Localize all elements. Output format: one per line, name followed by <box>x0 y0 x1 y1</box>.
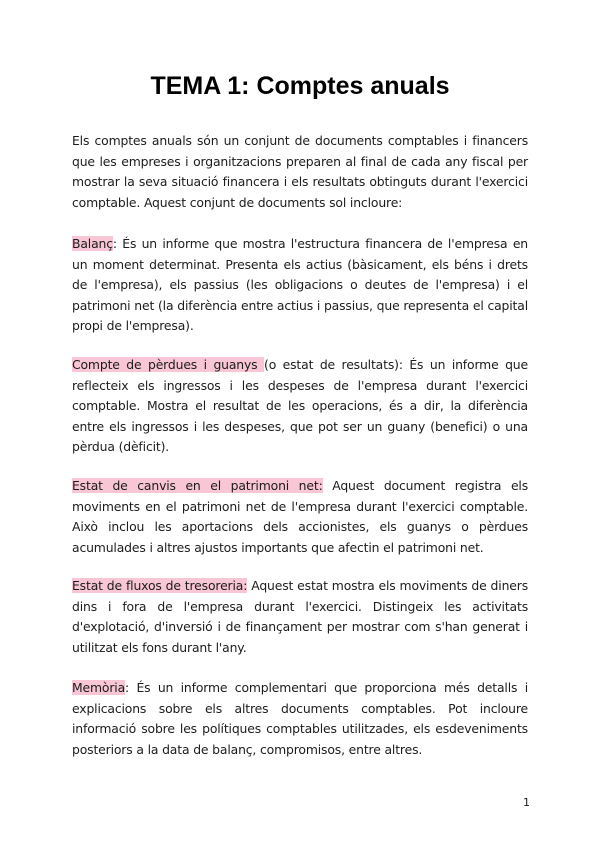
section-memoria <box>72 678 528 760</box>
section-memoria-text: : És un informe complementari que proporciona més detalls i explicacions sobre els altres documents comptables. Pot incloure informació sobre les polítiques comptables utilitzades, els esdeveniments posteriors a la data de balanç, compromisos, entre altres. <box>72 680 528 757</box>
term-perdues-guanys: Compte de pèrdues i guanys <box>72 357 265 372</box>
term-memoria: Memòria <box>72 680 126 695</box>
section-patrimoni-net <box>72 476 528 558</box>
term-fluxos-tresoreria: Estat de fluxos de tresoreria: <box>72 578 248 593</box>
section-fluxos-tresoreria <box>72 576 528 658</box>
page-number: 1 <box>523 796 530 809</box>
page-title: TEMA 1: Comptes anuals <box>150 72 450 100</box>
term-balanc: Balanç <box>72 236 113 251</box>
section-patrimoni-net-text: Aquest document registra els moviments en el patrimoni net de l'empresa durant l'exercici comptable. Això inclou les aportacions dels accionistes, els guanys o pèrdues acumulades i altres ajustos importants que afectin el patrimoni net. <box>72 478 529 555</box>
section-balanc <box>72 234 528 337</box>
section-perdues-guanys-text: (o estat de resultats): És un informe que reflecteix els ingressos i les despeses de l'empresa durant l'exercici comptable. Mostra el resultat de les operacions, és a dir, la diferència entre els ingressos i les despeses, que pot ser un guany (benefici) o una pèrdua (dèficit). <box>72 357 528 455</box>
section-fluxos-tresoreria-text: Aquest estat mostra els moviments de diners dins i fora de l'empresa durant l'exercici. Distingeix les activitats d'explotació, d'inversió i de finançament per mostrar com s'han generat i utilitzat els fons durant l'any. <box>72 578 528 655</box>
term-patrimoni-net: Estat de canvis en el patrimoni net: <box>72 478 323 493</box>
intro-paragraph: Els comptes anuals són un conjunt de documents comptables i financers que les empreses i organitzacions preparen al final de cada any fiscal per mostrar la seva situació financera i els resultats obtinguts durant l'exercici comptable. Aquest conjunt de documents sol incloure: <box>72 133 528 210</box>
section-balanc-text: : És un informe que mostra l'estructura financera de l'empresa en un moment determinat. Presenta els actius (bàsicament, els béns i drets de l'empresa), els passius (les obligacions o deutes de l'empresa) i el patrimoni net (la diferència entre actius i passius, que representa el capital propi de l'empresa). <box>72 236 528 334</box>
section-perdues-guanys <box>72 355 528 458</box>
